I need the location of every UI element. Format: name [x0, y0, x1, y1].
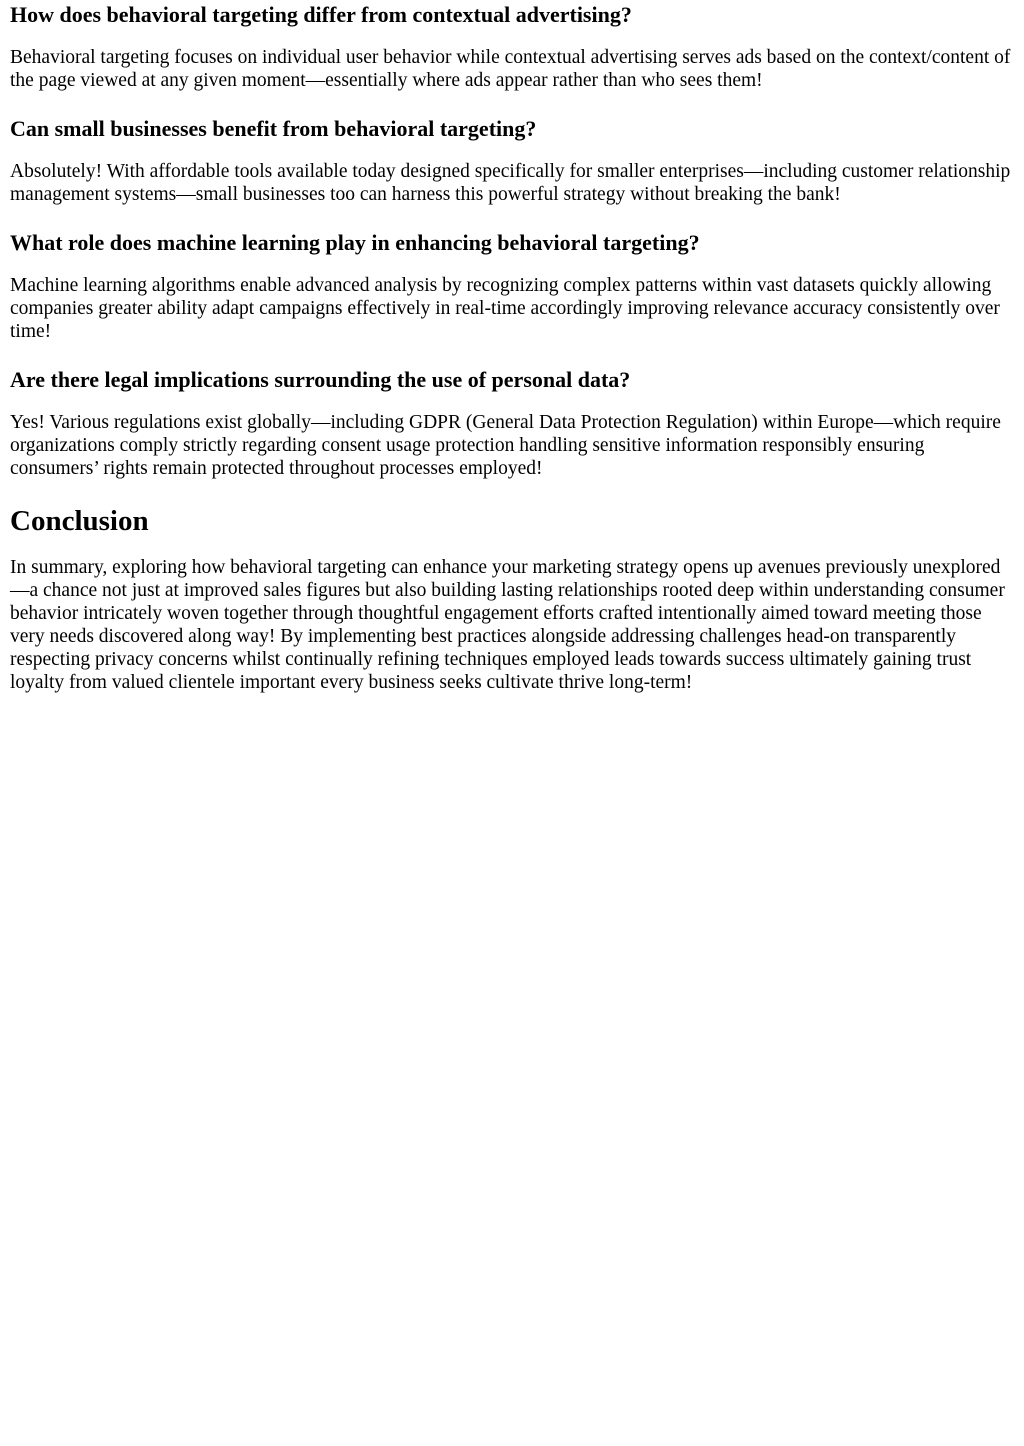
faq-item-machine-learning: [10, 230, 1014, 343]
conclusion-section: [10, 504, 1014, 694]
faq-answer: Behavioral targeting focuses on individual user behavior while contextual advertising serves ads based on the context/content of the page viewed at any given moment—essentially where ads appear rather than who sees them!: [10, 47, 1011, 91]
faq-answer: Yes! Various regulations exist globally—including GDPR (General Data Protection Regulation) within Europe—which require organizations comply strictly regarding consent usage protection handling sensitive information responsibly ensuring consumers’ rights remain protected throughout processes employed!: [10, 412, 1001, 479]
faq-question: Are there legal implications surrounding the use of personal data?: [10, 367, 631, 392]
faq-answer: Machine learning algorithms enable advanced analysis by recognizing complex patterns within vast datasets quickly allowing companies greater ability adapt campaigns effectively in real-time accordingly improving relevance accuracy consistently over time!: [10, 275, 1000, 342]
faq-item-small-businesses: [10, 116, 1014, 206]
faq-answer: Absolutely! With affordable tools available today designed specifically for smaller enterprises—including customer relationship management systems—small businesses too can harness this powerful strategy without breaking the bank!: [10, 161, 1011, 205]
faq-item-behavioral-vs-contextual: [10, 2, 1014, 92]
faq-question: Can small businesses benefit from behavioral targeting?: [10, 116, 537, 141]
faq-item-legal-implications: [10, 367, 1014, 480]
article-body: [0, 2, 1024, 694]
conclusion-heading: Conclusion: [10, 505, 149, 537]
faq-question: What role does machine learning play in enhancing behavioral targeting?: [10, 230, 700, 255]
faq-question: How does behavioral targeting differ from contextual advertising?: [10, 2, 632, 27]
conclusion-paragraph: In summary, exploring how behavioral targeting can enhance your marketing strategy opens up avenues previously unexplored—a chance not just at improved sales figures but also building lasting relationships rooted deep within understanding consumer behavior intricately woven together through thoughtful engagement efforts crafted intentionally aimed toward meeting those very needs discovered along way! By implementing best practices alongside addressing challenges head-on transparently respecting privacy concerns whilst continually refining techniques employed leads towards success ultimately gaining trust loyalty from valued clientele important every business seeks cultivate thrive long-term!: [10, 557, 1005, 693]
